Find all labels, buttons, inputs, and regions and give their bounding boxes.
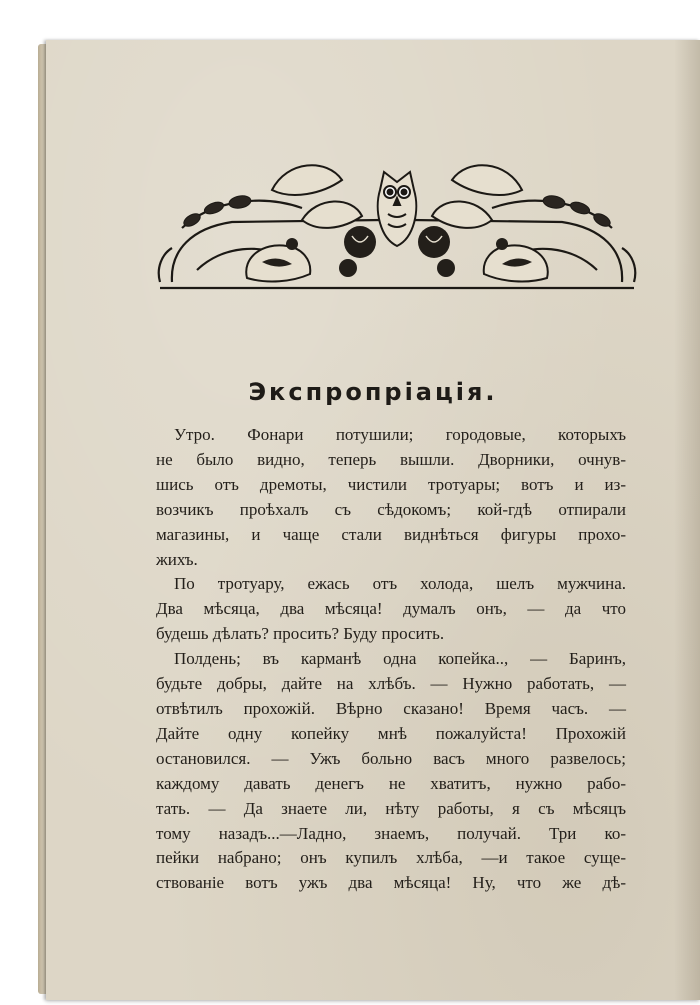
- paragraph-3: [156, 647, 626, 896]
- page-title: Экспропріація.: [248, 378, 498, 406]
- text-line: возчикъ проѣхалъ съ сѣдокомъ; кой-гдѣ отпирали: [156, 499, 626, 519]
- text-line: шись отъ дремоты, чистили тротуары; вотъ и из-: [156, 474, 626, 494]
- text-line: тому назадъ...—Ладно, знаемъ, получай. Три ко-: [156, 823, 626, 843]
- text-line: будьте добры, дайте на хлѣбъ. — Нужно работать, —: [156, 674, 626, 694]
- text-line: тать. — Да знаете ли, нѣту работы, я съ мѣсяцъ: [156, 798, 626, 818]
- art-nouveau-owl-and-birds-ornament-icon: [152, 150, 642, 295]
- text-line: каждому давать денегъ не хватитъ, нужно рабо-: [156, 773, 626, 793]
- text-line: будешь дѣлать? просить? Буду просить.: [156, 624, 445, 644]
- text-line: Утро. Фонари потушили; городовые, которыхъ: [174, 425, 626, 444]
- text-line: Два мѣсяца, два мѣсяца! думалъ онъ, — да что: [156, 599, 626, 619]
- body-text: [156, 423, 626, 896]
- text-line: Полдень; въ карманѣ одна копейка.., — Баринъ,: [174, 649, 626, 669]
- text-line: Дайте одну копейку мнѣ пожалуйста! Прохожій: [156, 723, 626, 743]
- paragraph-2: [156, 572, 626, 647]
- text-line: пейки набрано; онъ купилъ хлѣба, —и такое суще-: [156, 848, 626, 868]
- text-line: не было видно, теперь вышли. Дворники, очнув-: [156, 449, 626, 469]
- text-line: жихъ.: [156, 549, 198, 569]
- text-line: магазины, и чаще стали виднѣться фигуры прохо-: [156, 524, 626, 544]
- book-page: [46, 40, 700, 1000]
- paragraph-1: [156, 423, 626, 572]
- text-line: ствованіе вотъ ужъ два мѣсяца! Ну, что же дѣ-: [156, 873, 626, 893]
- page-fold-shadow: [674, 40, 700, 1000]
- text-line: остановился. — Ужъ больно васъ много развелось;: [156, 748, 626, 768]
- text-line: отвѣтилъ прохожій. Вѣрно сказано! Время часъ. —: [156, 698, 626, 718]
- text-line: По тротуару, ежась отъ холода, шелъ мужчина.: [174, 574, 626, 594]
